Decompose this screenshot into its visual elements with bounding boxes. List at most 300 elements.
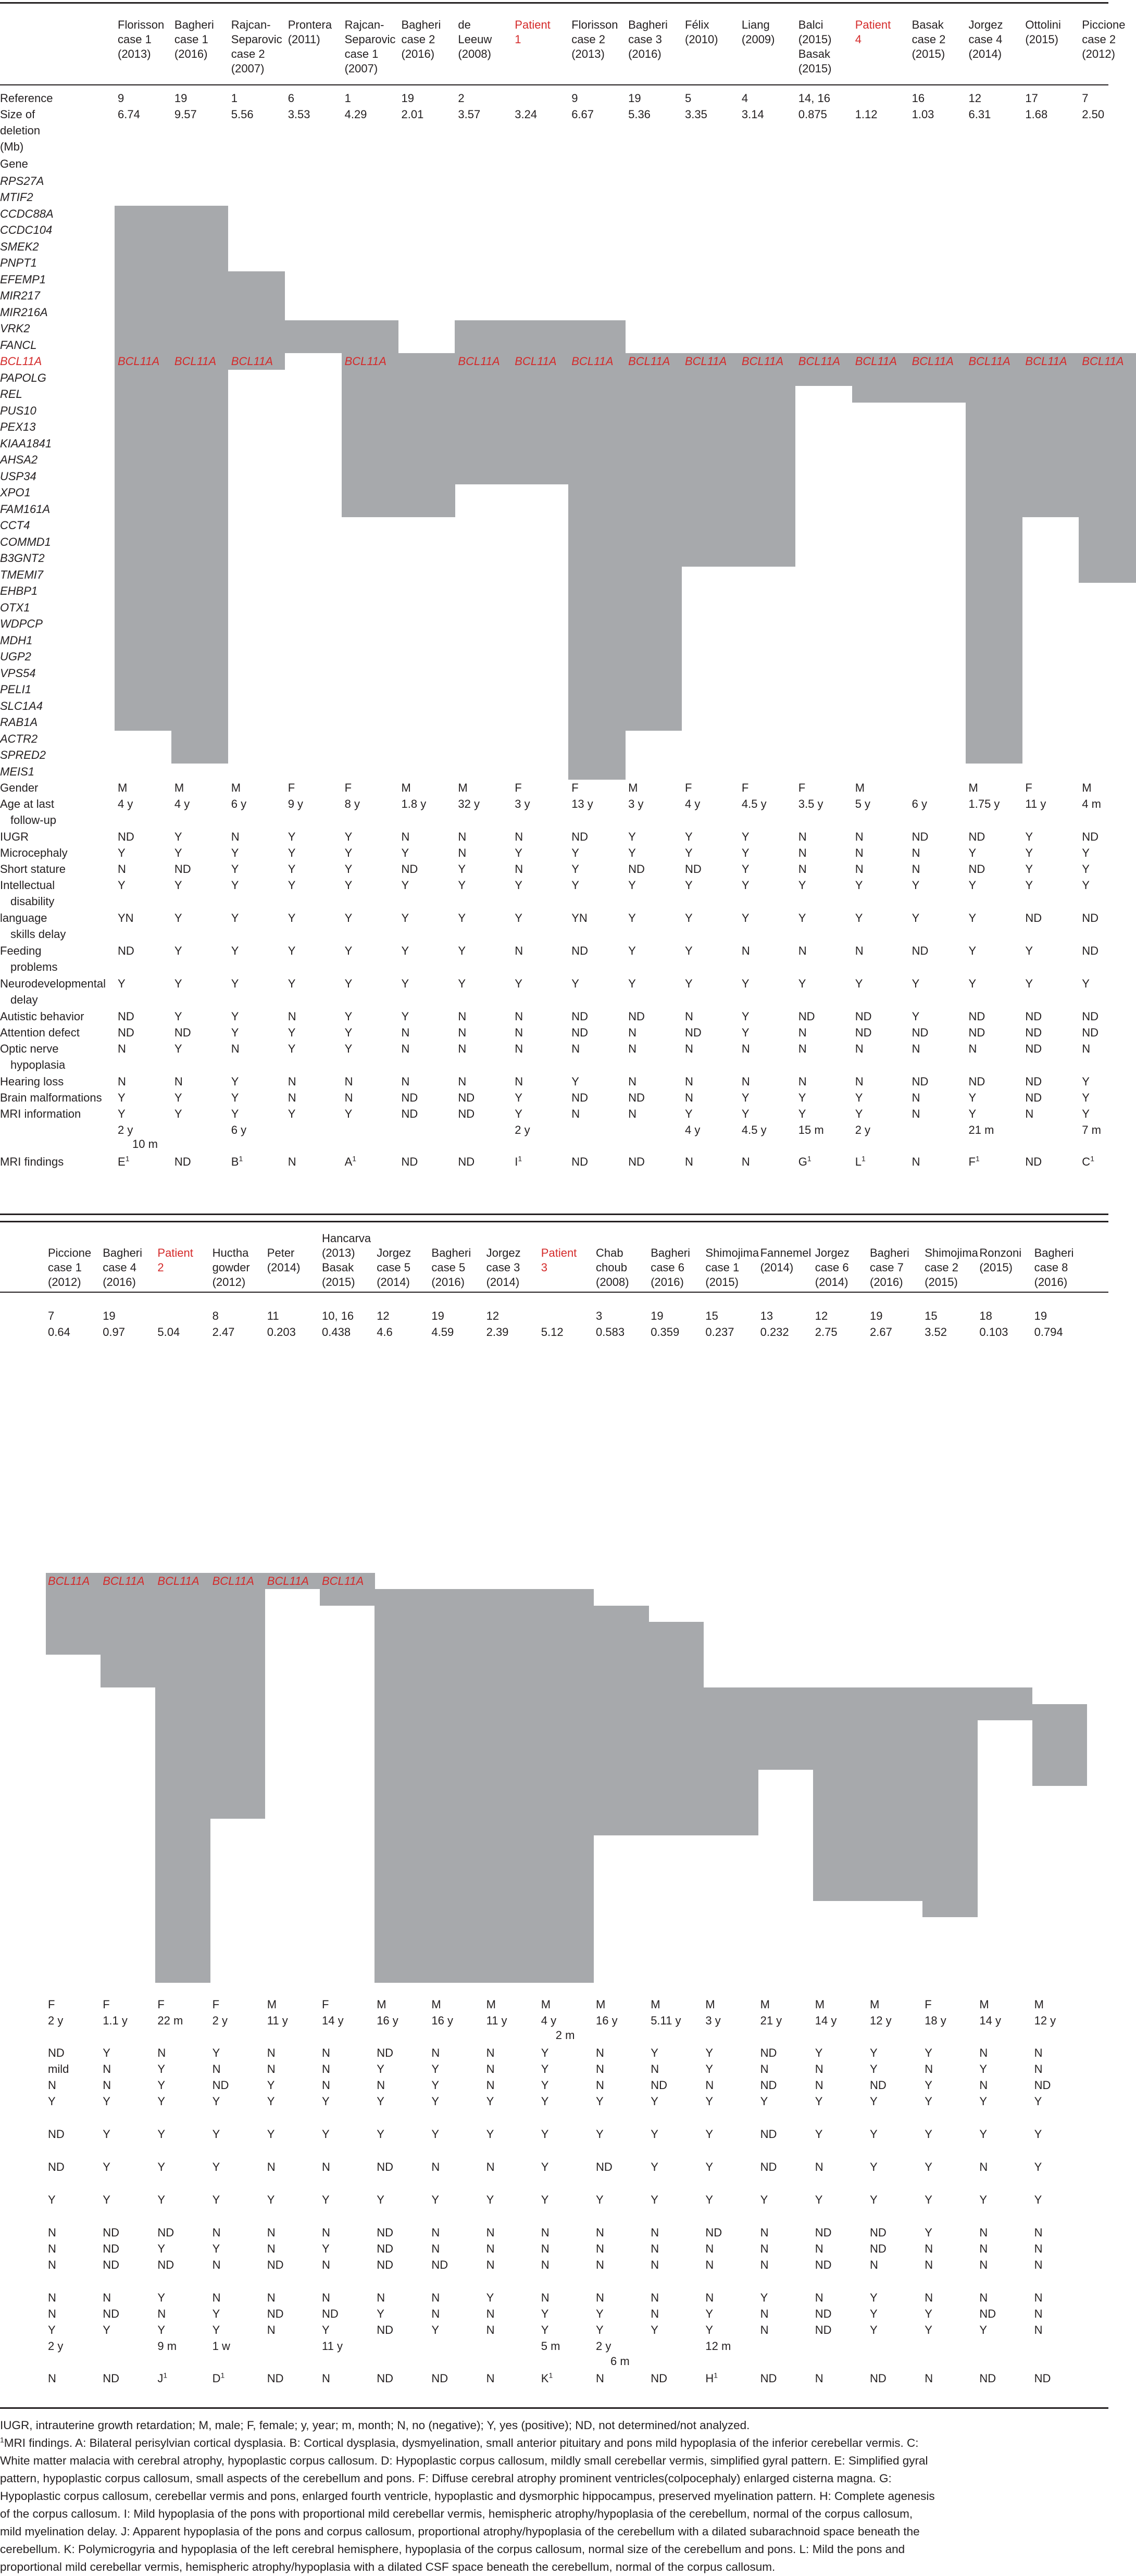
cell-language: Y bbox=[231, 911, 239, 924]
mri-finding-code: ND bbox=[103, 2372, 119, 2385]
gene-name: CCDC88A bbox=[0, 207, 54, 220]
column-header: case 4 bbox=[103, 1261, 137, 1274]
cell-microcephaly: Y bbox=[705, 2062, 714, 2075]
mri-finding bbox=[213, 2370, 225, 2386]
footnote-marker: 1 bbox=[352, 1154, 357, 1163]
cell-attention: Y bbox=[344, 1026, 353, 1039]
cell-hearing: ND bbox=[1025, 1075, 1042, 1088]
cell-gender: F bbox=[212, 1998, 220, 2011]
cell-short-stature: ND bbox=[212, 2079, 229, 2092]
cell-language: ND bbox=[1025, 911, 1042, 924]
cell-microcephaly: N bbox=[486, 2062, 495, 2075]
cell-hearing: Y bbox=[231, 1075, 239, 1088]
cell-age: 5 y bbox=[855, 797, 871, 810]
reference-value: 15 bbox=[705, 1309, 718, 1322]
cell-intellectual: Y bbox=[1034, 2095, 1042, 2108]
mri-finding bbox=[103, 2370, 119, 2386]
cell-intellectual: Y bbox=[968, 879, 977, 892]
cell-gender: F bbox=[103, 1998, 110, 2011]
cell-attention: N bbox=[760, 2242, 769, 2255]
cell-gender: M bbox=[968, 781, 978, 794]
cell-autistic: ND bbox=[571, 1010, 588, 1023]
gene-name: PEX13 bbox=[0, 420, 36, 433]
cell-brain: Y bbox=[212, 2307, 220, 2320]
cell-intellectual: Y bbox=[1025, 879, 1033, 892]
cell-age: 14 y bbox=[979, 2014, 1001, 2027]
column-header: (2008) bbox=[596, 1276, 629, 1289]
cell-intellectual: Y bbox=[596, 2095, 604, 2108]
cell-iugr: N bbox=[267, 2046, 276, 2059]
cell-hearing: N bbox=[705, 2291, 714, 2304]
column-header: (2015) bbox=[979, 1261, 1013, 1274]
bcl11a-label: BCL11A bbox=[103, 1574, 145, 1587]
cell-optic: ND bbox=[103, 2258, 119, 2271]
footnote-marker: 1 bbox=[0, 2435, 4, 2444]
cell-microcephaly: N bbox=[855, 846, 864, 859]
cell-autistic: N bbox=[685, 1010, 693, 1023]
cell-optic: N bbox=[968, 1042, 977, 1055]
mri-age: 6 m bbox=[610, 2355, 630, 2368]
cell-hearing: ND bbox=[912, 1075, 929, 1088]
cell-optic: N bbox=[571, 1042, 580, 1055]
column-header: (2016) bbox=[651, 1276, 684, 1289]
column-header: (2013) bbox=[571, 47, 605, 60]
mri-finding bbox=[912, 1154, 920, 1170]
bcl11a-label: BCL11A bbox=[267, 1574, 309, 1587]
cell-age: 6 y bbox=[231, 797, 247, 810]
cell-optic: N bbox=[515, 1042, 523, 1055]
cell-attention: Y bbox=[231, 1026, 239, 1039]
column-header: (2015) bbox=[912, 47, 945, 60]
cell-iugr: ND bbox=[377, 2046, 393, 2059]
cell-mri-info: Y bbox=[870, 2323, 878, 2336]
cell-feeding: ND bbox=[760, 2160, 777, 2173]
footnote-marker: 1 bbox=[861, 1154, 866, 1163]
cell-autistic: Y bbox=[401, 1010, 409, 1023]
cell-brain: N bbox=[685, 1091, 693, 1104]
column-header: (2016) bbox=[431, 1276, 465, 1289]
reference-value: 12 bbox=[968, 92, 981, 105]
cell-age: 3 y bbox=[705, 2014, 721, 2027]
column-header: Bagheri bbox=[1034, 1246, 1074, 1259]
cell-gender: M bbox=[760, 1998, 770, 2011]
cell-short-stature: N bbox=[855, 862, 864, 876]
bcl11a-label: BCL11A bbox=[157, 1574, 199, 1587]
deletion-bar bbox=[594, 1606, 649, 1835]
cell-neurodev: Y bbox=[870, 2193, 878, 2206]
cell-gender: M bbox=[979, 1998, 989, 2011]
cell-iugr: Y bbox=[870, 2046, 878, 2059]
cell-attention: Y bbox=[212, 2242, 220, 2255]
size-value: 2.67 bbox=[870, 1325, 892, 1339]
cell-optic: N bbox=[685, 1042, 693, 1055]
cell-neurodev: Y bbox=[541, 2193, 549, 2206]
cell-gender: M bbox=[174, 781, 184, 794]
deletion-bar bbox=[539, 1589, 594, 1983]
deletion-bar bbox=[625, 353, 682, 731]
cell-age: 13 y bbox=[571, 797, 593, 810]
cell-intellectual: Y bbox=[288, 879, 296, 892]
column-header: case 2 bbox=[925, 1261, 959, 1274]
deletion-bar bbox=[210, 1573, 266, 1819]
mri-age: 11 y bbox=[322, 2340, 343, 2353]
cell-optic: N bbox=[1082, 1042, 1091, 1055]
cell-intellectual: Y bbox=[1082, 879, 1090, 892]
cell-autistic: ND bbox=[377, 2226, 393, 2239]
column-header: (2014) bbox=[760, 1261, 794, 1274]
cell-mri-info: Y bbox=[515, 1107, 522, 1120]
reference-value: 8 bbox=[212, 1309, 219, 1322]
cell-mri-info: Y bbox=[157, 2323, 166, 2336]
size-value: 0.438 bbox=[322, 1325, 351, 1339]
mri-finding bbox=[705, 2370, 718, 2386]
mri-finding-code: ND bbox=[870, 2372, 887, 2385]
cell-hearing: N bbox=[1034, 2291, 1043, 2304]
mri-finding-code: ND bbox=[979, 2372, 996, 2385]
cell-microcephaly: Y bbox=[571, 846, 579, 859]
cell-feeding: Y bbox=[344, 944, 353, 957]
deletion-bar bbox=[758, 1687, 814, 1770]
column-header: Patient bbox=[157, 1246, 193, 1259]
reference-value: 12 bbox=[377, 1309, 390, 1322]
cell-language: Y bbox=[267, 2128, 275, 2141]
gene-name: SPRED2 bbox=[0, 748, 46, 761]
cell-language: YN bbox=[118, 911, 134, 924]
row-label: Feeding bbox=[0, 944, 42, 957]
cell-microcephaly: N bbox=[322, 2062, 330, 2075]
bcl11a-label: BCL11A bbox=[855, 355, 897, 368]
cell-optic: N bbox=[870, 2258, 878, 2271]
cell-intellectual: Y bbox=[344, 879, 353, 892]
cell-feeding: N bbox=[431, 2160, 440, 2173]
cell-brain: Y bbox=[596, 2307, 604, 2320]
gene-name: WDPCP bbox=[0, 617, 43, 630]
footnote-mri-line: Hypoplastic corpus callosum, cerebellar vermis and pons, enlarged fourth ventricle, hypoplastic and dysmorphic hippocampus, preserved myelination pattern. H: Complete agenesis bbox=[0, 2490, 935, 2503]
cell-language: Y bbox=[870, 2128, 878, 2141]
reference-value: 19 bbox=[628, 92, 641, 105]
cell-language: Y bbox=[685, 911, 693, 924]
mri-finding-code: C bbox=[1082, 1155, 1091, 1168]
cell-gender: M bbox=[486, 1998, 496, 2011]
column-header: (2014) bbox=[267, 1261, 301, 1274]
deletion-bar bbox=[1079, 353, 1135, 583]
footnote-mri-line: cerebellum. K: Polymicrogyria and hypoplasia of the left cerebral hemisphere, hypoplasia of the corpus callosum, normal size of the cerebellum and pons. L: Mild the pons and bbox=[0, 2543, 905, 2556]
bcl11a-label: BCL11A bbox=[1082, 355, 1124, 368]
mri-finding bbox=[815, 2370, 823, 2386]
cell-mri-info: N bbox=[1025, 1107, 1034, 1120]
cell-optic: N bbox=[798, 1042, 807, 1055]
reference-value: 19 bbox=[651, 1309, 664, 1322]
reference-value: 15 bbox=[925, 1309, 938, 1322]
mri-age: 4.5 y bbox=[741, 1123, 767, 1136]
footnote-mri-line: White matter malacia with cerebral atrophy, hypoplastic corpus callosum. D: Hypoplastic corpus callosum, mildly small cerebellar vermis, simplified gyral pattern. E: Simplified gyral bbox=[0, 2454, 928, 2467]
cell-brain: Y bbox=[174, 1091, 182, 1104]
cell-feeding: Y bbox=[231, 944, 239, 957]
cell-feeding: N bbox=[515, 944, 523, 957]
mri-finding-code: A bbox=[344, 1155, 353, 1168]
cell-age: 11 y bbox=[1025, 797, 1046, 810]
column-header: Bagheri bbox=[174, 18, 214, 31]
mri-finding bbox=[288, 1154, 296, 1170]
cell-intellectual: Y bbox=[103, 2095, 110, 2108]
cell-language: Y bbox=[212, 2128, 220, 2141]
cell-attention: ND bbox=[968, 1026, 985, 1039]
row-label: Age at last bbox=[0, 797, 54, 810]
cell-short-stature: Y bbox=[344, 862, 353, 876]
size-value: 0.232 bbox=[760, 1325, 789, 1339]
cell-intellectual: Y bbox=[651, 2095, 658, 2108]
cell-age: 14 y bbox=[815, 2014, 837, 2027]
cell-autistic: ND bbox=[870, 2226, 887, 2239]
cell-attention: ND bbox=[103, 2242, 119, 2255]
cell-gender: M bbox=[541, 1998, 551, 2011]
cell-iugr: N bbox=[157, 2046, 166, 2059]
deletion-bar bbox=[682, 353, 739, 567]
cell-neurodev: Y bbox=[212, 2193, 220, 2206]
cell-iugr: Y bbox=[815, 2046, 823, 2059]
row-label: delay bbox=[10, 993, 38, 1006]
bcl11a-label: BCL11A bbox=[741, 355, 784, 368]
cell-attention: N bbox=[596, 2242, 604, 2255]
cell-microcephaly: N bbox=[458, 846, 467, 859]
cell-intellectual: Y bbox=[157, 2095, 166, 2108]
cell-age: 4 y bbox=[174, 797, 190, 810]
cell-iugr: N bbox=[401, 830, 410, 843]
footnote-mri-findings bbox=[0, 2434, 1099, 2576]
cell-brain: Y bbox=[1082, 1091, 1090, 1104]
cell-intellectual: Y bbox=[912, 879, 920, 892]
cell-brain: N bbox=[288, 1091, 296, 1104]
cell-age: 4 m bbox=[1082, 797, 1101, 810]
row-label: deletion bbox=[0, 124, 41, 137]
column-header: Piccione bbox=[48, 1246, 92, 1259]
mri-finding-code: N bbox=[288, 1155, 296, 1168]
cell-hearing: N bbox=[212, 2291, 221, 2304]
cell-optic: N bbox=[118, 1042, 126, 1055]
cell-autistic: N bbox=[431, 2226, 440, 2239]
cell-autistic: N bbox=[760, 2226, 769, 2239]
cell-mri-info: N bbox=[571, 1107, 580, 1120]
bcl11a-label: BCL11A bbox=[212, 1574, 254, 1587]
mri-finding bbox=[651, 2370, 667, 2386]
row-label: disability bbox=[10, 895, 55, 908]
cell-hearing: N bbox=[815, 2291, 823, 2304]
cell-neurodev: Y bbox=[344, 977, 353, 990]
cell-short-stature: Y bbox=[1082, 862, 1090, 876]
cell-short-stature: N bbox=[322, 2079, 330, 2092]
reference-value: 12 bbox=[486, 1309, 500, 1322]
column-header: case 6 bbox=[815, 1261, 849, 1274]
mri-age: 15 m bbox=[798, 1123, 824, 1136]
cell-hearing: ND bbox=[968, 1075, 985, 1088]
cell-optic: N bbox=[231, 1042, 240, 1055]
cell-language: Y bbox=[103, 2128, 110, 2141]
cell-intellectual: Y bbox=[48, 2095, 56, 2108]
cell-neurodev: Y bbox=[705, 2193, 714, 2206]
cell-autistic: ND bbox=[103, 2226, 119, 2239]
cell-intellectual: Y bbox=[571, 879, 579, 892]
column-header: case 3 bbox=[486, 1261, 520, 1274]
cell-language: Y bbox=[157, 2128, 166, 2141]
cell-brain: ND bbox=[1025, 1091, 1042, 1104]
cell-intellectual: Y bbox=[925, 2095, 932, 2108]
mri-finding bbox=[628, 1154, 645, 1170]
deletion-bar bbox=[1022, 353, 1079, 517]
cell-microcephaly: Y bbox=[685, 846, 693, 859]
mri-finding bbox=[322, 2370, 330, 2386]
cell-neurodev: Y bbox=[401, 977, 409, 990]
cell-language: YN bbox=[571, 911, 588, 924]
mri-age: 2 y bbox=[596, 2340, 611, 2353]
cell-short-stature: ND bbox=[174, 862, 191, 876]
cell-short-stature: N bbox=[103, 2079, 111, 2092]
cell-iugr: N bbox=[596, 2046, 604, 2059]
column-header: Ottolini bbox=[1025, 18, 1061, 31]
cell-gender: F bbox=[48, 1998, 55, 2011]
deletion-bar bbox=[648, 1622, 704, 1835]
reference-value: 1 bbox=[231, 92, 238, 105]
cell-brain: Y bbox=[870, 2307, 878, 2320]
cell-autistic: N bbox=[596, 2226, 604, 2239]
column-header: case 5 bbox=[377, 1261, 411, 1274]
cell-iugr: Y bbox=[741, 830, 750, 843]
gene-name: BCL11A bbox=[0, 355, 42, 368]
row-label: Hearing loss bbox=[0, 1075, 64, 1088]
cell-mri-info: Y bbox=[705, 2323, 714, 2336]
cell-neurodev: Y bbox=[628, 977, 636, 990]
cell-neurodev: Y bbox=[651, 2193, 658, 2206]
cell-neurodev: Y bbox=[431, 2193, 440, 2206]
reference-value: 19 bbox=[401, 92, 414, 105]
cell-gender: M bbox=[1082, 781, 1092, 794]
cell-language: Y bbox=[855, 911, 863, 924]
cell-mri-info: Y bbox=[212, 2323, 220, 2336]
size-value: 0.64 bbox=[48, 1325, 70, 1339]
cell-age: 9 y bbox=[288, 797, 304, 810]
cell-attention: ND bbox=[118, 1026, 134, 1039]
column-header: (2015) bbox=[798, 33, 832, 46]
mri-finding bbox=[798, 1154, 812, 1170]
size-value: 0.97 bbox=[103, 1325, 126, 1339]
column-header: (2012) bbox=[48, 1276, 81, 1289]
cell-feeding: Y bbox=[1034, 2160, 1042, 2173]
cell-age: 4 y bbox=[541, 2014, 557, 2027]
column-header: Balci bbox=[798, 18, 823, 31]
deletion-bar bbox=[155, 1573, 210, 1983]
cell-attention: N bbox=[541, 2242, 550, 2255]
cell-optic: Y bbox=[344, 1042, 353, 1055]
cell-hearing: N bbox=[377, 2291, 385, 2304]
cell-brain: N bbox=[486, 2307, 495, 2320]
cell-language: Y bbox=[651, 2128, 658, 2141]
bcl11a-label: BCL11A bbox=[344, 355, 386, 368]
cell-hearing: N bbox=[515, 1075, 523, 1088]
cell-language: ND bbox=[48, 2128, 65, 2141]
cell-attention: N bbox=[628, 1026, 636, 1039]
cell-hearing: N bbox=[979, 2291, 988, 2304]
cell-feeding: N bbox=[741, 944, 750, 957]
cell-intellectual: Y bbox=[212, 2095, 220, 2108]
mri-finding bbox=[685, 1154, 693, 1170]
cell-neurodev: Y bbox=[1082, 977, 1090, 990]
cell-microcephaly: N bbox=[651, 2062, 659, 2075]
cell-neurodev: Y bbox=[1025, 977, 1033, 990]
cell-hearing: Y bbox=[157, 2291, 166, 2304]
cell-gender: F bbox=[1025, 781, 1032, 794]
cell-language: Y bbox=[705, 2128, 714, 2141]
cell-attention: ND bbox=[912, 1026, 929, 1039]
cell-iugr: Y bbox=[628, 830, 636, 843]
size-value: 0.103 bbox=[979, 1325, 1008, 1339]
cell-attention: N bbox=[458, 1026, 467, 1039]
footnote-marker: 1 bbox=[518, 1154, 522, 1163]
mri-finding bbox=[486, 2370, 495, 2386]
mri-age: 9 m bbox=[157, 2340, 177, 2353]
row-label: skills delay bbox=[10, 928, 66, 941]
cell-optic: ND bbox=[431, 2258, 448, 2271]
cell-brain: Y bbox=[705, 2307, 714, 2320]
cell-language: Y bbox=[515, 911, 522, 924]
cell-microcephaly: N bbox=[103, 2062, 111, 2075]
cell-feeding: Y bbox=[651, 2160, 658, 2173]
cell-age: 3 y bbox=[515, 797, 530, 810]
column-header: (2012) bbox=[212, 1276, 246, 1289]
cell-hearing: N bbox=[741, 1075, 750, 1088]
cell-neurodev: Y bbox=[288, 977, 296, 990]
cell-intellectual: Y bbox=[760, 2095, 768, 2108]
cell-brain: N bbox=[651, 2307, 659, 2320]
cell-gender: M bbox=[377, 1998, 386, 2011]
cell-short-stature: N bbox=[979, 2079, 988, 2092]
cell-language: Y bbox=[458, 911, 466, 924]
cell-attention: N bbox=[401, 1026, 410, 1039]
gene-name: MIR216A bbox=[0, 305, 48, 319]
column-header: (2015) bbox=[1025, 33, 1058, 46]
row-label: MRI information bbox=[0, 1107, 81, 1120]
cell-language: Y bbox=[925, 2128, 932, 2141]
cell-optic: N bbox=[925, 2258, 933, 2271]
mri-finding bbox=[458, 1154, 475, 1170]
cell-iugr: ND bbox=[571, 830, 588, 843]
mri-age: 2 y bbox=[48, 2340, 64, 2353]
gene-name: RPS27A bbox=[0, 174, 44, 187]
cell-gender: F bbox=[571, 781, 579, 794]
gene-name: PELI1 bbox=[0, 683, 31, 696]
cell-iugr: ND bbox=[760, 2046, 777, 2059]
cell-short-stature: ND bbox=[870, 2079, 887, 2092]
cell-optic: N bbox=[628, 1042, 636, 1055]
reference-value: 6 bbox=[288, 92, 294, 105]
cell-gender: M bbox=[267, 1998, 277, 2011]
cell-mri-info: Y bbox=[231, 1107, 239, 1120]
reference-value: 10, 16 bbox=[322, 1309, 354, 1322]
row-label: Microcephaly bbox=[0, 846, 68, 859]
cell-optic: N bbox=[541, 2258, 550, 2271]
cell-iugr: N bbox=[431, 2046, 440, 2059]
footnote-marker: 1 bbox=[220, 2371, 225, 2380]
cell-attention: N bbox=[486, 2242, 495, 2255]
cell-autistic: Y bbox=[231, 1010, 239, 1023]
cell-mri-info: Y bbox=[541, 2323, 549, 2336]
cell-neurodev: Y bbox=[48, 2193, 56, 2206]
mri-age: 2 y bbox=[515, 1123, 530, 1136]
mri-age: 1 w bbox=[212, 2340, 230, 2353]
cell-attention: Y bbox=[741, 1026, 750, 1039]
cell-microcephaly: N bbox=[267, 2062, 276, 2075]
gene-name: PAPOLG bbox=[0, 371, 46, 384]
cell-short-stature: ND bbox=[628, 862, 645, 876]
row-label: follow-up bbox=[10, 814, 57, 827]
